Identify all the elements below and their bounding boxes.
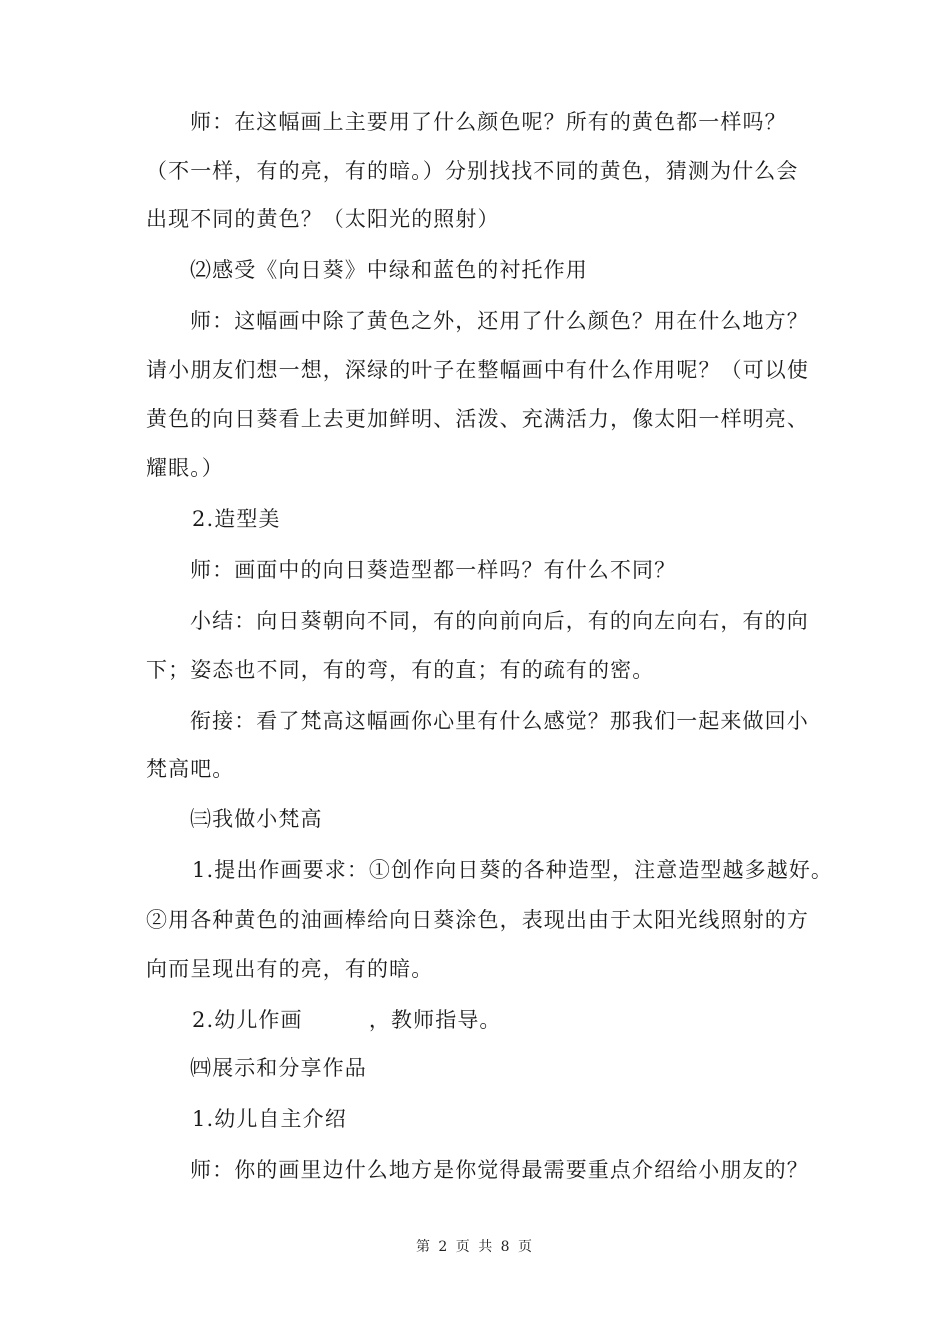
paragraph-line: 下；姿态也不同，有的弯，有的直；有的疏有的密。 <box>146 658 655 682</box>
paragraph-line: 师：你的画里边什么地方是你觉得最需要重点介绍给小朋友的？ <box>190 1158 809 1182</box>
section-heading: ⑵感受《向日葵》中绿和蓝色的衬托作用 <box>190 258 588 282</box>
paragraph-line: 师：画面中的向日葵造型都一样吗？有什么不同？ <box>190 558 677 582</box>
section-heading: ㈣展示和分享作品 <box>190 1056 367 1080</box>
paragraph-line: 2.幼儿作画 ，教师指导。 <box>192 1008 502 1032</box>
section-heading: ㈢我做小梵高 <box>190 807 323 831</box>
paragraph-line: 师：在这幅画上主要用了什么颜色呢？所有的黄色都一样吗？ <box>190 110 787 134</box>
paragraph-line: 出现不同的黄色？（太阳光的照射） <box>146 207 500 231</box>
paragraph-line: （不一样，有的亮，有的暗。）分别找找不同的黄色，猜测为什么会 <box>146 159 799 183</box>
paragraph-line: 小结：向日葵朝向不同，有的向前向后，有的向左向右，有的向 <box>190 609 809 633</box>
paragraph-line: ②用各种黄色的油画棒给向日葵涂色，表现出由于太阳光线照射的方 <box>146 908 809 932</box>
page-number-footer: 第 2 页 共 8 页 <box>415 1239 535 1255</box>
paragraph-line: 向而呈现出有的亮，有的暗。 <box>146 957 434 981</box>
section-heading: 2.造型美 <box>192 507 281 531</box>
section-heading: 1.幼儿自主介绍 <box>192 1107 347 1131</box>
paragraph-line: 耀眼。） <box>146 456 224 480</box>
paragraph-line: 师：这幅画中除了黄色之外，还用了什么颜色？用在什么地方？ <box>190 309 809 333</box>
paragraph-line: 梵高吧。 <box>146 757 235 781</box>
paragraph-line: 衔接：看了梵高这幅画你心里有什么感觉？那我们一起来做回小 <box>190 709 809 733</box>
paragraph-line: 请小朋友们想一想，深绿的叶子在整幅画中有什么作用呢？（可以使 <box>146 358 809 382</box>
paragraph-line: 黄色的向日葵看上去更加鲜明、活泼、充满活力，像太阳一样明亮、 <box>146 407 809 431</box>
paragraph-line: 1.提出作画要求：①创作向日葵的各种造型，注意造型越多越好。 <box>192 858 834 882</box>
